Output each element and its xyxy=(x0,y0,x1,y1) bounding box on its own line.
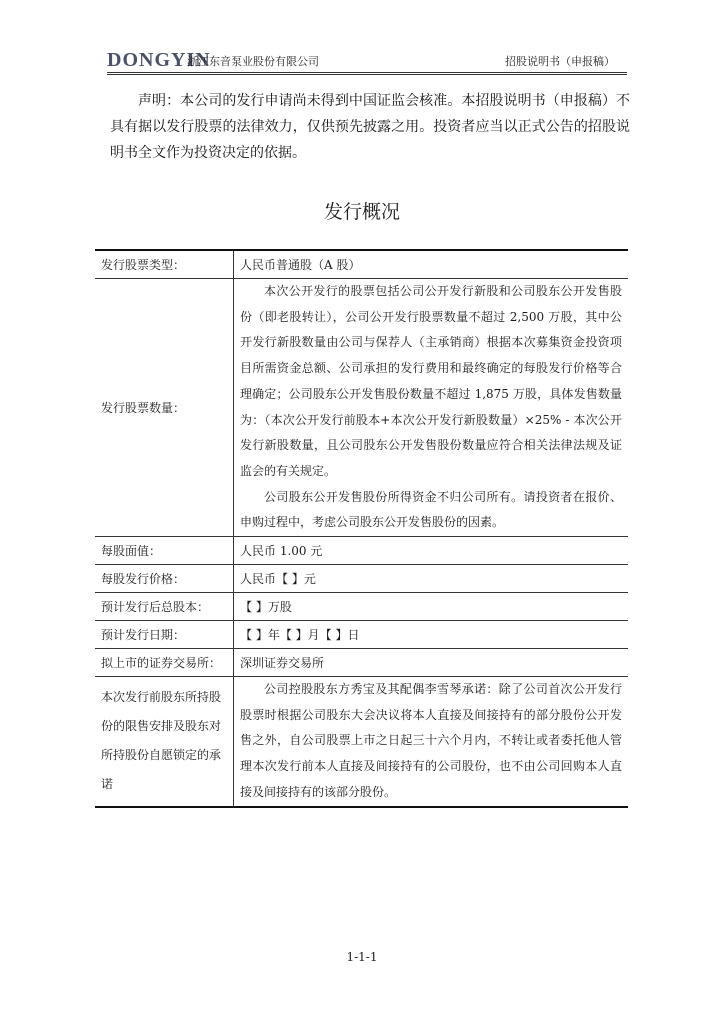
page-number: 1-1-1 xyxy=(346,950,378,964)
row-value: 人民币 1.00 元 xyxy=(234,537,629,565)
row-value: 人民币【 】元 xyxy=(234,565,629,593)
issuance-overview-table xyxy=(95,249,628,808)
paragraph: 公司控股股东方秀宝及其配偶李雪琴承诺：除了公司首次公开发行股票时根据公司股东大会决议将本人直接及间接持有的部分股份公开发售之外，自公司股票上市之日起三十六个月内，不转让或者委托他人管理本次发行前本人直接及间接持有的公司股份，也不由公司回购本人直接及间接持有的该部分股份。 xyxy=(240,682,622,799)
table-row xyxy=(95,593,628,621)
table-row xyxy=(95,565,628,593)
table-row xyxy=(95,537,628,565)
page-header xyxy=(107,48,627,72)
document-type: 招股说明书（申报稿） xyxy=(505,55,615,68)
table-row xyxy=(95,649,628,677)
header-divider xyxy=(107,72,627,75)
row-label: 发行股票类型： xyxy=(95,250,234,279)
row-label: 每股发行价格： xyxy=(95,565,234,593)
row-value: 【 】万股 xyxy=(234,593,629,621)
disclaimer-statement: 声明：本公司的发行申请尚未得到中国证监会核准。本招股说明书（申报稿）不具有据以发行股票的法律效力，仅供预先披露之用。投资者应当以正式公告的招股说明书全文作为投资决定的依据。 xyxy=(110,93,630,161)
page-title: 发行概况 xyxy=(323,201,400,223)
row-value xyxy=(234,279,629,537)
row-label: 发行股票数量： xyxy=(95,279,234,537)
row-value xyxy=(234,677,629,807)
table-row xyxy=(95,621,628,649)
paragraph: 本次公开发行的股票包括公司公开发行新股和公司股东公开发售股份（即老股转让），公司公开发行股票数量不超过 2,500 万股，其中公开发行新股数量由公司与保荐人（主承销商）根据本次募集资金投资项目所需资金总额、公司承担的发行费用和最终确定的每股发行价格等合理确定；公司股东公开发售股份数量不超过 1,875 万股，具体发售数量为：（本次公开发行前股本+本次公开发行新股数量）×25% - 本次公开发行新股数量，且公司股东公开发售股份数量应符合相关法律法规及证监会的有关规定。 xyxy=(240,284,622,478)
table-row xyxy=(95,279,628,537)
row-label: 预计发行后总股本： xyxy=(95,593,234,621)
row-label: 本次发行前股东所持股份的限售安排及股东对所持股份自愿锁定的承诺 xyxy=(95,677,234,807)
row-label: 每股面值： xyxy=(95,537,234,565)
row-value: 深圳证券交易所 xyxy=(234,649,629,677)
row-label: 拟上市的证券交易所： xyxy=(95,649,234,677)
row-label: 预计发行日期： xyxy=(95,621,234,649)
paragraph: 公司股东公开发售股份所得资金不归公司所有。请投资者在报价、申购过程中，考虑公司股东公开发售股份的因素。 xyxy=(240,489,622,530)
table-row xyxy=(95,677,628,807)
company-name: 浙江东音泵业股份有限公司 xyxy=(187,55,319,68)
row-value: 【 】年【 】月【 】日 xyxy=(234,621,629,649)
company-logo: DONGYIN xyxy=(107,49,211,71)
table-row xyxy=(95,250,628,279)
row-value: 人民币普通股（A 股） xyxy=(240,257,361,272)
